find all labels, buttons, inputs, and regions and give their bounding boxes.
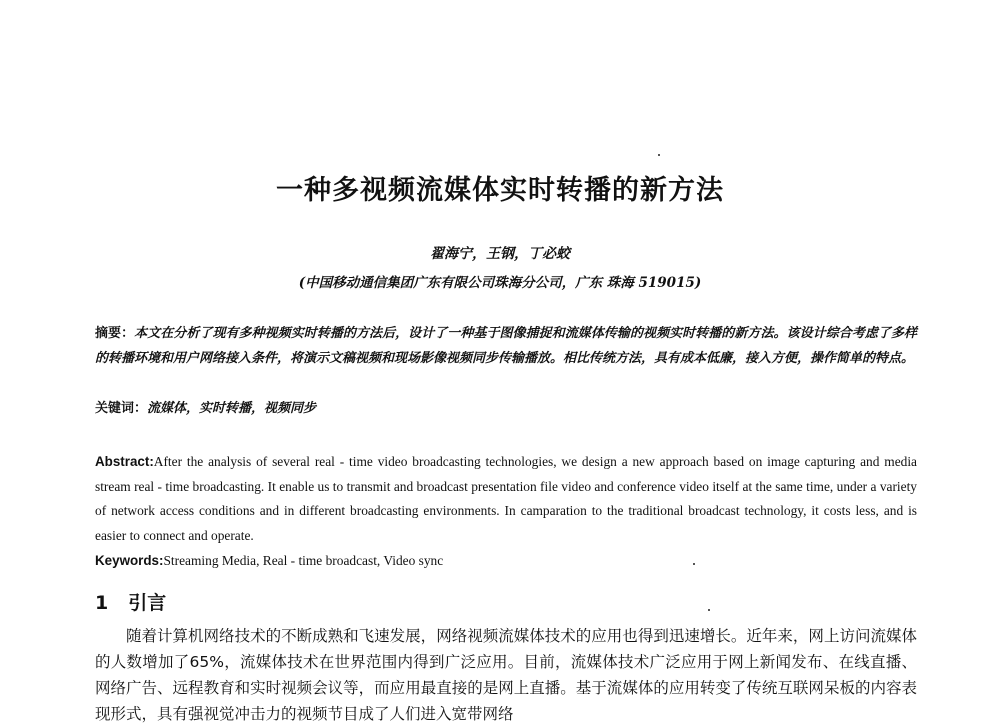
scan-speck xyxy=(658,154,660,156)
paper-title: 一种多视频流媒体实时转播的新方法 xyxy=(276,175,724,206)
section-1-title: 引言 xyxy=(128,592,167,614)
english-abstract-text: After the analysis of several real - time video broadcasting technologies, we design a new approach based on image capturing and media stream real - time broadcasting. It enable us to transmit and broadcast presentation file video and conference video itself at the same time, under a variety of network access conditions and in different broadcasting environments. In camparation to the traditional broadcast technology, it costs less, and is easier to connect and operate. xyxy=(95,454,917,543)
english-abstract-label: Abstract: xyxy=(95,454,154,469)
english-keywords-text: Streaming Media, Real - time broadcast, Video sync xyxy=(163,553,444,568)
section-1-body: 随着计算机网络技术的不断成熟和飞速发展，网络视频流媒体技术的应用也得到迅速增长。近年来，网上访问流媒体的人数增加了65%，流媒体技术在世界范围内得到广泛应用。目前，流媒体技术广泛应用于网上新闻发布、在线直播、网络广告、远程教育和实时视频会议等，而应用最直接的是网上直播。基于流媒体的应用转变了传统互联网呆板的内容表现形式，具有强视觉冲击力的视频节目成了人们进入宽带网络 xyxy=(95,627,917,723)
scan-speck xyxy=(708,609,710,611)
english-keywords xyxy=(95,549,917,573)
chinese-keywords-text: 流媒体，实时转播，视频同步 xyxy=(147,401,317,416)
chinese-abstract xyxy=(95,322,917,371)
chinese-keywords-label: 关键词： xyxy=(95,401,148,416)
section-1-heading xyxy=(95,588,166,615)
authors: 翟海宁，王钢，丁必蛟 xyxy=(430,246,570,262)
scan-speck xyxy=(693,563,695,565)
chinese-abstract-text: 本文在分析了现有多种视频实时转播的方法后，设计了一种基于图像捕捉和流媒体传输的视频实时转播的新方法。该设计综合考虑了多样的转播环境和用户网络接入条件，将演示文稿视频和现场影像视频同步传输播放。相比传统方法，具有成本低廉，接入方便，操作简单的特点。 xyxy=(95,326,917,366)
section-1-number: 1 xyxy=(95,592,109,614)
english-abstract xyxy=(95,450,917,548)
affiliation: (中国移动通信集团广东有限公司珠海分公司，广东 珠海 519015) xyxy=(298,275,702,291)
chinese-keywords xyxy=(95,397,917,421)
chinese-abstract-label: 摘要： xyxy=(95,326,135,341)
english-keywords-label: Keywords: xyxy=(95,553,164,568)
